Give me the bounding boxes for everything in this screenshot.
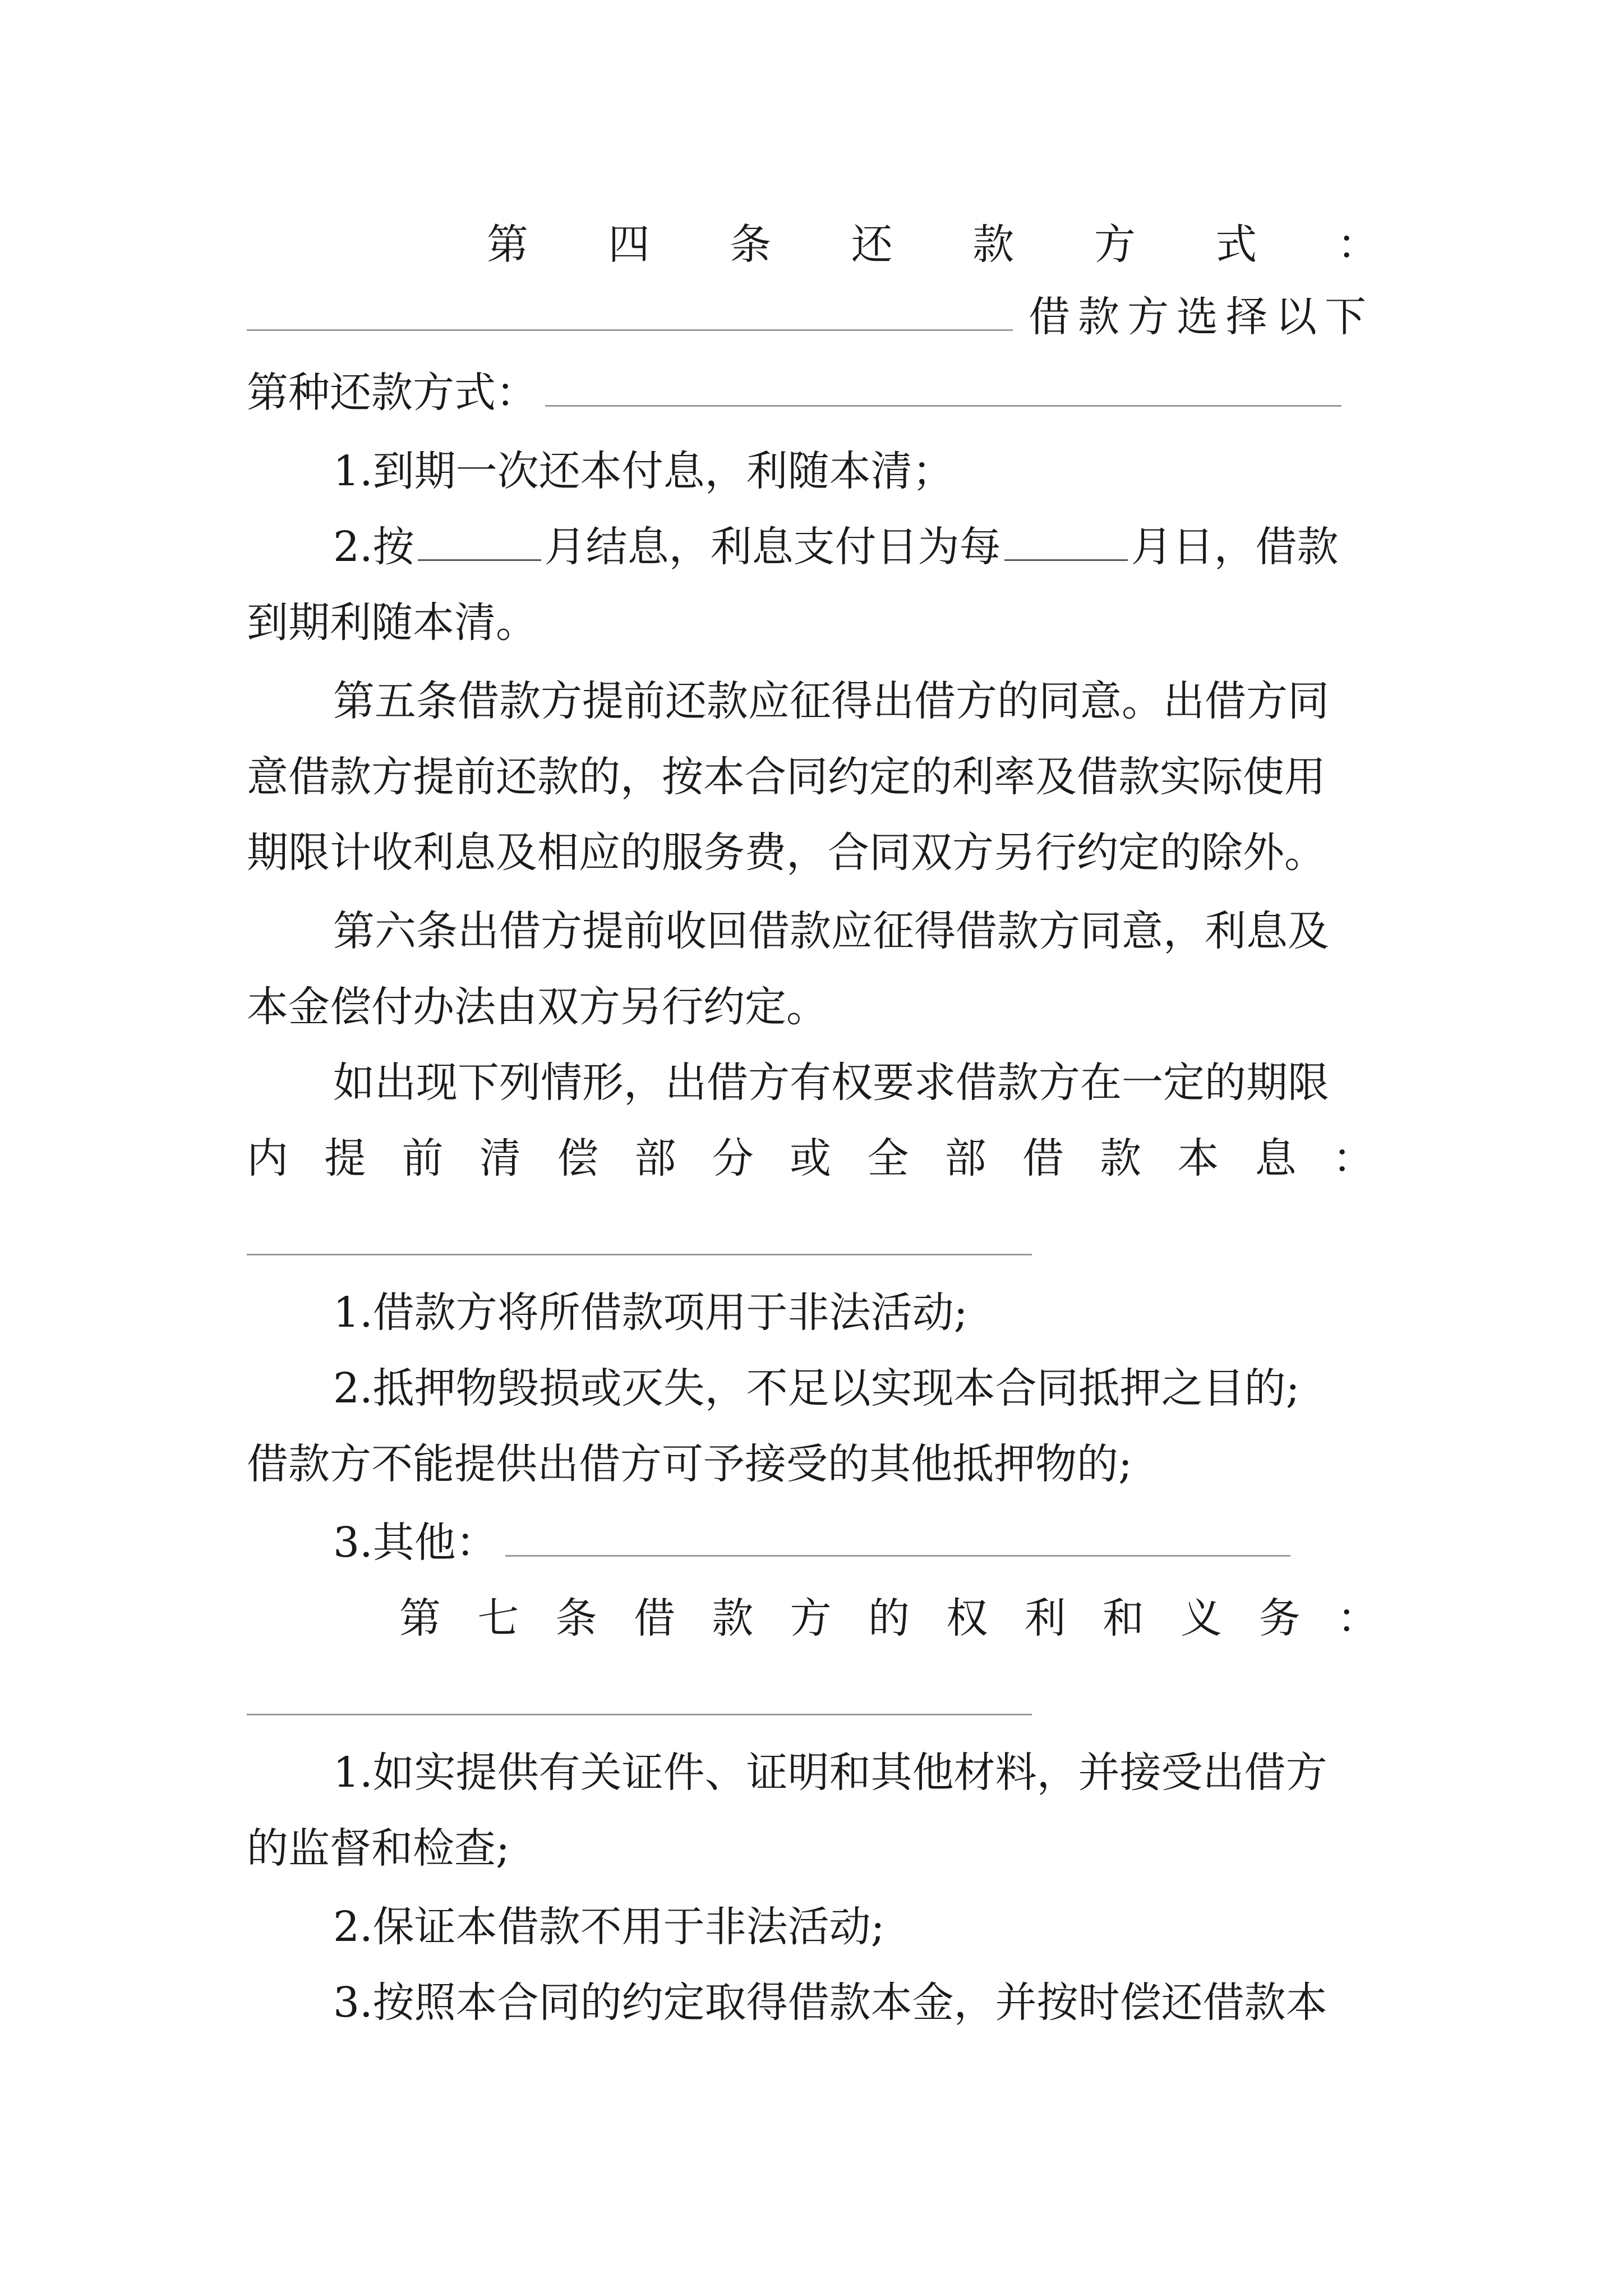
fill-in-blank[interactable] bbox=[247, 1714, 1032, 1715]
article7-item2: 2.保证本借款不用于非法活动; bbox=[333, 1903, 885, 1951]
article6-cond-char: 分 bbox=[712, 1134, 754, 1182]
article6-cond-char: 前 bbox=[402, 1134, 444, 1182]
article7-title-char: 的 bbox=[868, 1594, 910, 1642]
article7-title-char: 第 bbox=[399, 1594, 441, 1642]
article4-title-char: 四 bbox=[608, 220, 650, 269]
article6-cond-char: 款 bbox=[1100, 1134, 1142, 1182]
fill-in-blank[interactable] bbox=[505, 1555, 1290, 1557]
article6-cond-line: 如出现下列情形，出借方有权要求借款方在一定的期限 bbox=[333, 1059, 1329, 1107]
article4-title-char: 方 bbox=[1094, 220, 1136, 269]
article7-title-char: 务 bbox=[1258, 1594, 1301, 1642]
article7-title-char: 和 bbox=[1102, 1594, 1144, 1642]
fill-in-blank[interactable] bbox=[1004, 559, 1128, 561]
article7-title-char: ： bbox=[1336, 1594, 1378, 1642]
article4-option1: 1.到期一次还本付息，利随本清； bbox=[333, 447, 954, 495]
fill-in-blank[interactable] bbox=[247, 1254, 1032, 1255]
article4-method-line bbox=[247, 365, 1374, 421]
article4-title-char: 还 bbox=[851, 220, 893, 269]
article6-cond-char: 提 bbox=[324, 1134, 366, 1182]
fill-in-blank[interactable] bbox=[545, 405, 1341, 407]
article6-cond-char: 偿 bbox=[557, 1134, 599, 1182]
article5-line: 意借款方提前还款的，按本合同约定的利率及借款实际使用 bbox=[247, 753, 1326, 801]
article6-cond-char: 部 bbox=[634, 1134, 676, 1182]
article4-method-text: 第种还款方式： bbox=[247, 369, 537, 417]
article6-cond-char: 清 bbox=[479, 1134, 521, 1182]
article6-cond-char: 内 bbox=[247, 1134, 288, 1182]
article4-choice-text: 借款方选择以下 bbox=[1029, 293, 1374, 341]
article6-item2: 2.抵押物毁损或灭失，不足以实现本合同抵押之目的; bbox=[333, 1364, 1300, 1412]
article5-line: 期限计收利息及相应的服务费，合同双方另行约定的除外。 bbox=[247, 829, 1326, 877]
article4-title-char: 第 bbox=[487, 220, 528, 269]
article4-choice-line bbox=[247, 289, 1374, 345]
article7-title bbox=[399, 1590, 1378, 1646]
article7-title-char: 方 bbox=[790, 1594, 832, 1642]
article4-option2-part: 月结息，利息支付日为每 bbox=[544, 523, 1001, 571]
article6-line: 第六条出借方提前收回借款应征得借款方同意，利息及 bbox=[333, 907, 1329, 955]
article6-item2-cont: 借款方不能提供出借方可予接受的其他抵押物的; bbox=[247, 1440, 1132, 1488]
article6-item3-label: 3.其他： bbox=[333, 1519, 497, 1567]
fill-in-blank[interactable] bbox=[418, 559, 541, 561]
article7-item1: 1.如实提供有关证件、证明和其他材料，并接受出借方 bbox=[333, 1749, 1327, 1797]
article6-cond-char: 息 bbox=[1255, 1134, 1297, 1182]
article7-title-char: 七 bbox=[477, 1594, 519, 1642]
article4-option2 bbox=[333, 519, 1374, 575]
article4-title bbox=[487, 217, 1378, 273]
article4-title-char: ： bbox=[1336, 220, 1378, 269]
article6-item1: 1.借款方将所借款项用于非法活动; bbox=[333, 1289, 968, 1337]
article4-title-char: 条 bbox=[730, 220, 772, 269]
article6-item3 bbox=[333, 1515, 1374, 1571]
article4-title-char: 式 bbox=[1215, 220, 1257, 269]
article6-cond-char: 部 bbox=[944, 1134, 986, 1182]
article7-title-char: 条 bbox=[555, 1594, 597, 1642]
article7-title-char: 权 bbox=[946, 1594, 988, 1642]
article4-option2-cont: 到期利随本清。 bbox=[247, 599, 537, 647]
article7-title-char: 义 bbox=[1181, 1594, 1223, 1642]
article6-cond-char: 或 bbox=[789, 1134, 831, 1182]
article7-title-char: 利 bbox=[1024, 1594, 1066, 1642]
fill-in-blank[interactable] bbox=[247, 329, 1013, 331]
article7-title-char: 借 bbox=[633, 1594, 675, 1642]
article7-item1-cont: 的监督和检查; bbox=[247, 1824, 510, 1872]
article4-option2-part: 2.按 bbox=[333, 523, 414, 571]
article6-cond-line-spread bbox=[247, 1130, 1374, 1186]
article6-line: 本金偿付办法由双方另行约定。 bbox=[247, 983, 828, 1031]
article6-cond-char: 借 bbox=[1022, 1134, 1064, 1182]
article6-cond-char: ： bbox=[1332, 1134, 1374, 1182]
article6-cond-char: 本 bbox=[1177, 1134, 1219, 1182]
article7-title-char: 款 bbox=[712, 1594, 754, 1642]
article4-title-char: 款 bbox=[972, 220, 1015, 269]
article5-line: 第五条借款方提前还款应征得出借方的同意。出借方同 bbox=[333, 677, 1329, 725]
article4-option2-part: 月日，借款 bbox=[1131, 523, 1339, 571]
article7-item3: 3.按照本合同的约定取得借款本金，并按时偿还借款本 bbox=[333, 1978, 1327, 2027]
article6-cond-char: 全 bbox=[867, 1134, 909, 1182]
